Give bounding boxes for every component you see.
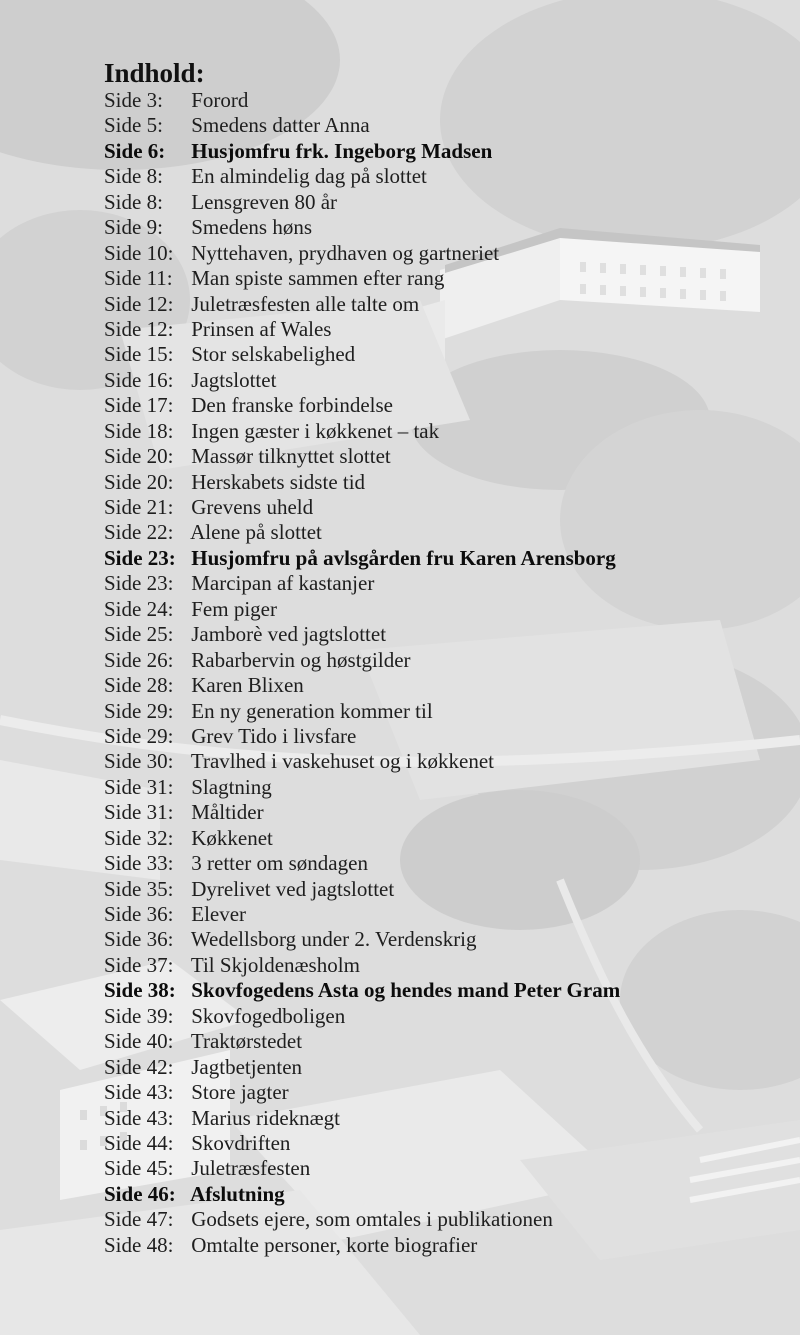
toc-entry-title: Den franske forbindelse [191,393,394,418]
toc-entry-title: Køkkenet [191,825,273,850]
toc-page-number: Side 32: [104,825,174,850]
toc-entry-title: Grev Tido i livsfare [191,723,357,748]
toc-page-number: Side 45: [104,1156,174,1181]
toc-page-number: Side 39: [104,1003,174,1028]
toc-entry [104,927,794,952]
toc-page-number: Side 21: [104,495,174,519]
toc-page-number: Side 35: [104,876,174,901]
toc-entry [104,1131,794,1156]
toc-page-number: Side 36: [104,927,174,952]
toc-entry-title: Slagtning [191,774,272,799]
toc-entry [104,800,794,825]
toc-page-number: Side 31: [104,800,174,825]
toc-entry-title: Massør tilknyttet slottet [191,444,391,469]
toc-page-number: Side 26: [104,647,174,672]
toc-page-number: Side 20: [104,469,174,494]
table-of-contents [104,58,794,1258]
toc-page-number: Side 23: [104,571,174,596]
toc-entry [104,393,794,418]
toc-entry-title: Traktørstedet [190,1029,303,1054]
toc-entry [104,342,794,367]
toc-entry [104,902,794,927]
toc-entry [104,571,794,596]
toc-entry-title: Prinsen af Wales [191,316,332,341]
toc-entry-title: Smedens høns [191,215,312,240]
page-title: Indhold: [104,58,205,88]
toc-page-number: Side 16: [104,367,174,392]
toc-entry-title: Herskabets sidste tid [191,469,366,494]
toc-entry [104,775,794,800]
toc-page-number: Side 47: [104,1207,174,1232]
toc-page-number: Side 42: [104,1054,174,1079]
toc-entry [104,88,794,113]
toc-entry-title: Lensgreven 80 år [191,189,338,214]
toc-entry-title: Karen Blixen [191,673,304,698]
toc-entry-title: Til Skjoldenæsholm [190,952,360,977]
toc-entry-title: Rabarbervin og høstgilder [191,647,411,672]
toc-entry-title: Travlhed i vaskehuset og i køkkenet [190,749,494,774]
toc-entry [104,164,794,189]
toc-entry [104,1004,794,1029]
toc-entry [104,1029,794,1054]
toc-entry [104,724,794,749]
toc-entry [104,520,794,545]
toc-entry-title: Alene på slottet [190,520,322,545]
toc-page-number: Side 44: [104,1130,174,1155]
toc-page-number: Side 6: [104,138,166,163]
toc-entry [104,470,794,495]
toc-entry-title: Grevens uheld [191,495,314,519]
toc-entry [104,622,794,647]
toc-page-number: Side 20: [104,444,174,469]
toc-entry-title: Juletræsfesten [191,1156,311,1181]
toc-entry [104,1080,794,1105]
toc-entry [104,851,794,876]
toc-entry-title: Jagtbetjenten [191,1054,303,1079]
toc-entry-title: Fem piger [191,596,277,621]
toc-entry [104,648,794,673]
toc-page-number: Side 22: [104,520,174,545]
toc-entry [104,1182,794,1207]
toc-page-number: Side 43: [104,1080,174,1105]
toc-page-number: Side 5: [104,113,163,138]
toc-entry-title: Måltider [191,800,264,825]
toc-entry [104,826,794,851]
toc-page-number: Side 23: [104,545,176,570]
toc-entry-title: Store jagter [191,1080,289,1105]
toc-entry-title: Marcipan af kastanjer [191,571,375,596]
toc-list [104,88,794,1258]
toc-entry-title: Omtalte personer, korte biografier [191,1232,478,1257]
toc-page-number: Side 18: [104,418,174,443]
toc-entry [104,139,794,164]
toc-entry [104,190,794,215]
toc-entry [104,241,794,266]
toc-entry [104,877,794,902]
toc-entry [104,546,794,571]
toc-entry-title: Skovfogedens Asta og hendes mand Peter Gram [191,978,621,1003]
toc-page-number: Side 8: [104,164,163,189]
toc-page-number: Side 33: [104,851,174,876]
toc-page-number: Side 43: [104,1105,174,1130]
toc-entry-title: Stor selskabelighed [191,342,356,367]
toc-entry-title: Jamborè ved jagtslottet [191,622,387,647]
toc-entry [104,699,794,724]
toc-entry [104,419,794,444]
toc-entry [104,1156,794,1181]
toc-entry [104,317,794,342]
toc-entry-title: En ny generation kommer til [191,698,433,723]
toc-entry-title: Skovfogedboligen [191,1003,346,1028]
toc-entry-title: Godsets ejere, som omtales i publikationen [191,1207,553,1232]
toc-entry [104,215,794,240]
toc-page-number: Side 40: [104,1029,174,1054]
toc-entry-title: Marius rideknægt [191,1105,340,1130]
toc-page-number: Side 38: [104,978,176,1003]
toc-entry-title: Skovdriften [191,1130,291,1155]
toc-entry-title: Ingen gæster i køkkenet – tak [191,418,440,443]
toc-page-number: Side 48: [104,1232,174,1257]
toc-entry [104,292,794,317]
toc-entry-title: Juletræsfesten alle talte om [191,291,420,316]
toc-page-number: Side 30: [104,749,174,774]
toc-entry [104,749,794,774]
toc-page-number: Side 28: [104,673,174,698]
toc-entry-title: Jagtslottet [191,367,277,392]
toc-entry [104,1055,794,1080]
toc-page-number: Side 15: [104,342,174,367]
toc-entry-title: En almindelig dag på slottet [191,164,427,189]
toc-page-number: Side 36: [104,902,174,926]
toc-entry-title: Husjomfru på avlsgården fru Karen Arensborg [191,545,616,570]
toc-entry [104,1106,794,1131]
toc-page-number: Side 12: [104,316,174,341]
toc-entry-title: Nyttehaven, prydhaven og gartneriet [191,240,500,265]
toc-page-number: Side 29: [104,698,174,723]
toc-entry [104,953,794,978]
toc-page-number: Side 8: [104,189,163,214]
toc-entry-title: Smedens datter Anna [191,113,370,138]
toc-entry [104,444,794,469]
toc-entry [104,1207,794,1232]
toc-entry [104,495,794,520]
toc-entry-title: Elever [191,902,247,926]
toc-page-number: Side 29: [104,723,174,748]
toc-entry [104,673,794,698]
toc-page-number: Side 46: [104,1181,176,1206]
toc-entry-title: Man spiste sammen efter rang [191,266,445,291]
toc-page-number: Side 37: [104,952,174,977]
toc-page-number: Side 9: [104,215,163,240]
toc-page-number: Side 24: [104,596,174,621]
toc-entry-title: Afslutning [190,1181,285,1206]
toc-entry [104,113,794,138]
toc-entry-title: 3 retter om søndagen [191,851,368,876]
toc-page-number: Side 17: [104,393,174,418]
toc-entry-title: Forord [191,88,249,112]
toc-page-number: Side 11: [104,266,173,291]
toc-entry [104,1233,794,1258]
toc-entry [104,266,794,291]
toc-entry-title: Dyrelivet ved jagtslottet [191,876,395,901]
toc-entry [104,978,794,1003]
toc-entry-title: Husjomfru frk. Ingeborg Madsen [191,138,493,163]
toc-page-number: Side 12: [104,291,174,316]
toc-entry [104,597,794,622]
toc-entry [104,368,794,393]
toc-page-number: Side 10: [104,240,174,265]
toc-page-number: Side 3: [104,88,163,112]
toc-entry-title: Wedellsborg under 2. Verdenskrig [190,927,477,952]
toc-page-number: Side 31: [104,774,174,799]
toc-page-number: Side 25: [104,622,174,647]
